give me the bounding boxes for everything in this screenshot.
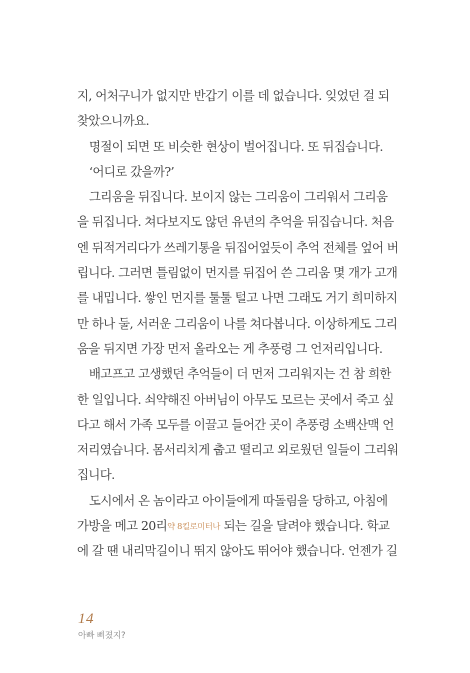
text-line: 다고 해서 가족 모두를 이끌고 들어간 곳이 추풍령 소백산맥 언 — [77, 417, 394, 432]
text-line — [77, 514, 400, 539]
running-title: 아빠 삐졌지? — [78, 631, 126, 641]
text-line: 배고프고 고생했던 추억들이 더 먼저 그리워지는 건 참 희한 — [89, 367, 391, 382]
text-line: 엔 뒤적거리다가 쓰레기통을 뒤집어엎듯이 추억 전체를 엎어 버 — [77, 240, 399, 255]
body-text — [77, 84, 400, 565]
text-line: 도시에서 온 놈이라고 아이들에게 따돌림을 당하고, 아침에 — [89, 493, 388, 508]
text-line-part: 가방을 메고 20리 — [77, 519, 168, 534]
text-line: 립니다. 그러면 틀림없이 먼지를 뒤집어 쓴 그리움 몇 개가 고개 — [77, 266, 398, 281]
text-line-part: 되는 길을 달려야 했습니다. 학교 — [223, 519, 390, 534]
distance-annotation: 약 8킬로미터나 — [167, 521, 221, 532]
text-line: 움을 뒤지면 가장 먼저 올라오는 게 추풍령 그 언저리입니다. — [77, 341, 383, 356]
text-line: 을 뒤집니다. 쳐다보지도 않던 유년의 추억을 뒤집습니다. 처음 — [77, 215, 394, 230]
text-line: 한 일입니다. 쇠약해진 아버님이 아무도 모르는 곳에서 죽고 싶 — [77, 392, 394, 407]
text-line: 집니다. — [77, 468, 115, 483]
text-line: 명절이 되면 또 비슷한 현상이 벌어집니다. 또 뒤집습니다. — [89, 139, 383, 154]
text-line: 저리였습니다. 몸서리치게 춥고 떨리고 외로웠던 일들이 그리워 — [77, 443, 399, 458]
text-line: ‘어디로 갔을까?’ — [89, 164, 175, 179]
text-line: 에 갈 땐 내리막길이니 뛰지 않아도 뛰어야 했습니다. 언젠가 길 — [77, 544, 398, 559]
text-line: 만 하나 둘, 서러운 그리움이 나를 쳐다봅니다. 이상하게도 그리 — [77, 316, 398, 331]
page-number: 14 — [78, 611, 94, 627]
text-line: 를 내밉니다. 쌓인 먼지를 툴툴 털고 나면 그래도 거기 희미하지 — [77, 291, 398, 306]
text-line: 그리움을 뒤집니다. 보이지 않는 그리움이 그리워서 그리움 — [89, 190, 388, 205]
text-line: 지, 어처구니가 없지만 반갑기 이를 데 없습니다. 잊었던 걸 되 — [77, 89, 390, 103]
text-line: 찾았으니까요. — [77, 114, 150, 129]
